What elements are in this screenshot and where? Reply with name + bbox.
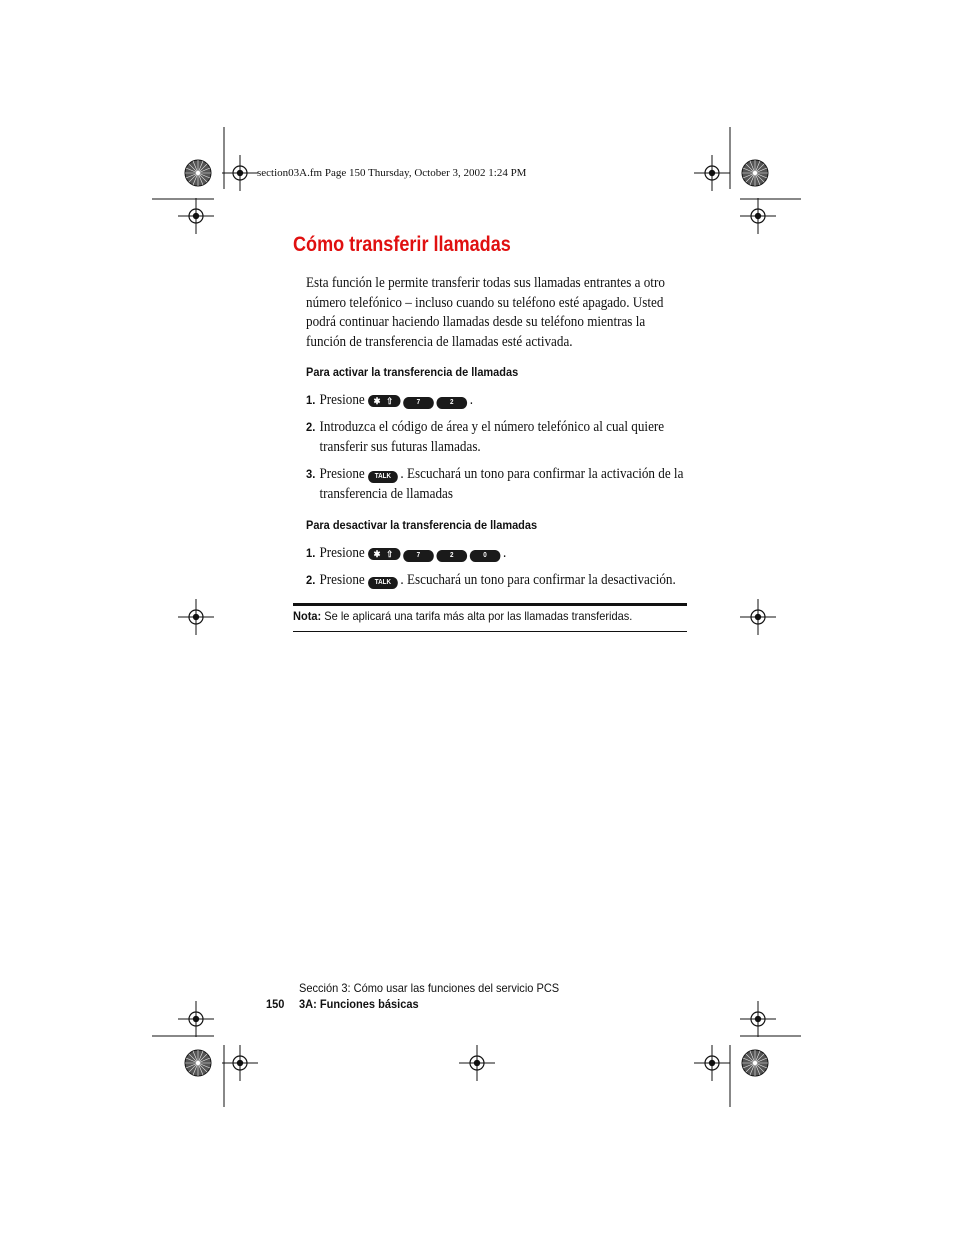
- key-7-icon: 7: [403, 550, 434, 562]
- activate-step-2: [306, 418, 671, 457]
- star-shift-key-icon: ✱ ⇧: [368, 548, 400, 560]
- step-number: 1.: [306, 393, 316, 407]
- page-title: Cómo transferir llamadas: [293, 233, 511, 256]
- print-header-fileinfo: section03A.fm Page 150 Thursday, October 3, 2002 1:24 PM: [257, 167, 527, 179]
- note-box: [293, 609, 632, 623]
- starburst-mark-bottom-right: [742, 1050, 768, 1076]
- registration-target: [694, 1045, 730, 1081]
- footer-chapter-title: 3A: Funciones básicas: [299, 997, 419, 1011]
- registration-target: [459, 1045, 495, 1081]
- deactivate-heading: Para desactivar la transferencia de llamadas: [306, 518, 538, 532]
- step-text-after: . Escuchará un tono para confirmar la activación de la transferencia de llamadas: [319, 466, 684, 502]
- talk-key-icon: TALK: [368, 471, 398, 483]
- key-2-icon: 2: [436, 397, 467, 409]
- note-text: Se le aplicará una tarifa más alta por las llamadas transferidas.: [321, 609, 633, 623]
- activate-step-1: [306, 391, 473, 411]
- registration-target: [178, 1001, 214, 1037]
- step-number: 3.: [306, 467, 316, 481]
- starburst-mark-bottom-left: [185, 1050, 211, 1076]
- step-text: Presione: [319, 572, 365, 588]
- intro-paragraph: Esta función le permite transferir todas sus llamadas entrantes a otro número telefónico – incluso cuando su teléfono esté apagado. Usted podrá continuar haciendo llamadas desde su teléfono mientras la función de transferencia de llamadas esté activada.: [306, 275, 665, 350]
- deactivate-step-1: [306, 544, 506, 564]
- key-2-icon: 2: [436, 550, 467, 562]
- step-text: Presione: [319, 545, 365, 561]
- step-end: .: [503, 545, 507, 561]
- note-label: Nota:: [293, 609, 322, 623]
- registration-target: [178, 198, 214, 234]
- step-text-after: . Escuchará un tono para confirmar la desactivación.: [400, 572, 676, 588]
- talk-key-icon: TALK: [368, 577, 398, 589]
- footer-page-number: 150: [266, 997, 285, 1011]
- step-number: 2.: [306, 573, 316, 587]
- deactivate-step-2: [306, 571, 684, 591]
- step-text: Presione: [319, 466, 365, 482]
- registration-target: [178, 599, 214, 635]
- key-7-icon: 7: [403, 397, 434, 409]
- step-number: 2.: [306, 420, 316, 434]
- key-0-icon: 0: [470, 550, 501, 562]
- registration-target: [694, 155, 730, 191]
- registration-target: [740, 1001, 776, 1037]
- step-text: Introduzca el código de área y el número telefónico al cual quiere transferir sus futuras llamadas.: [319, 419, 665, 455]
- step-text: Presione: [319, 392, 365, 408]
- registration-target: [740, 198, 776, 234]
- registration-target: [222, 155, 258, 191]
- starburst-mark-top-left: [185, 160, 211, 186]
- step-end: .: [469, 392, 474, 408]
- footer-section-title: Sección 3: Cómo usar las funciones del servicio PCS: [299, 981, 560, 995]
- activate-step-3: [306, 465, 684, 504]
- note-top-rule: [293, 603, 687, 606]
- starburst-mark-top-right: [742, 160, 768, 186]
- note-bottom-rule: [293, 631, 687, 632]
- registration-target: [740, 599, 776, 635]
- activate-heading: Para activar la transferencia de llamadas: [306, 365, 519, 379]
- step-number: 1.: [306, 546, 316, 560]
- star-shift-key-icon: ✱ ⇧: [368, 395, 400, 407]
- registration-target: [222, 1045, 258, 1081]
